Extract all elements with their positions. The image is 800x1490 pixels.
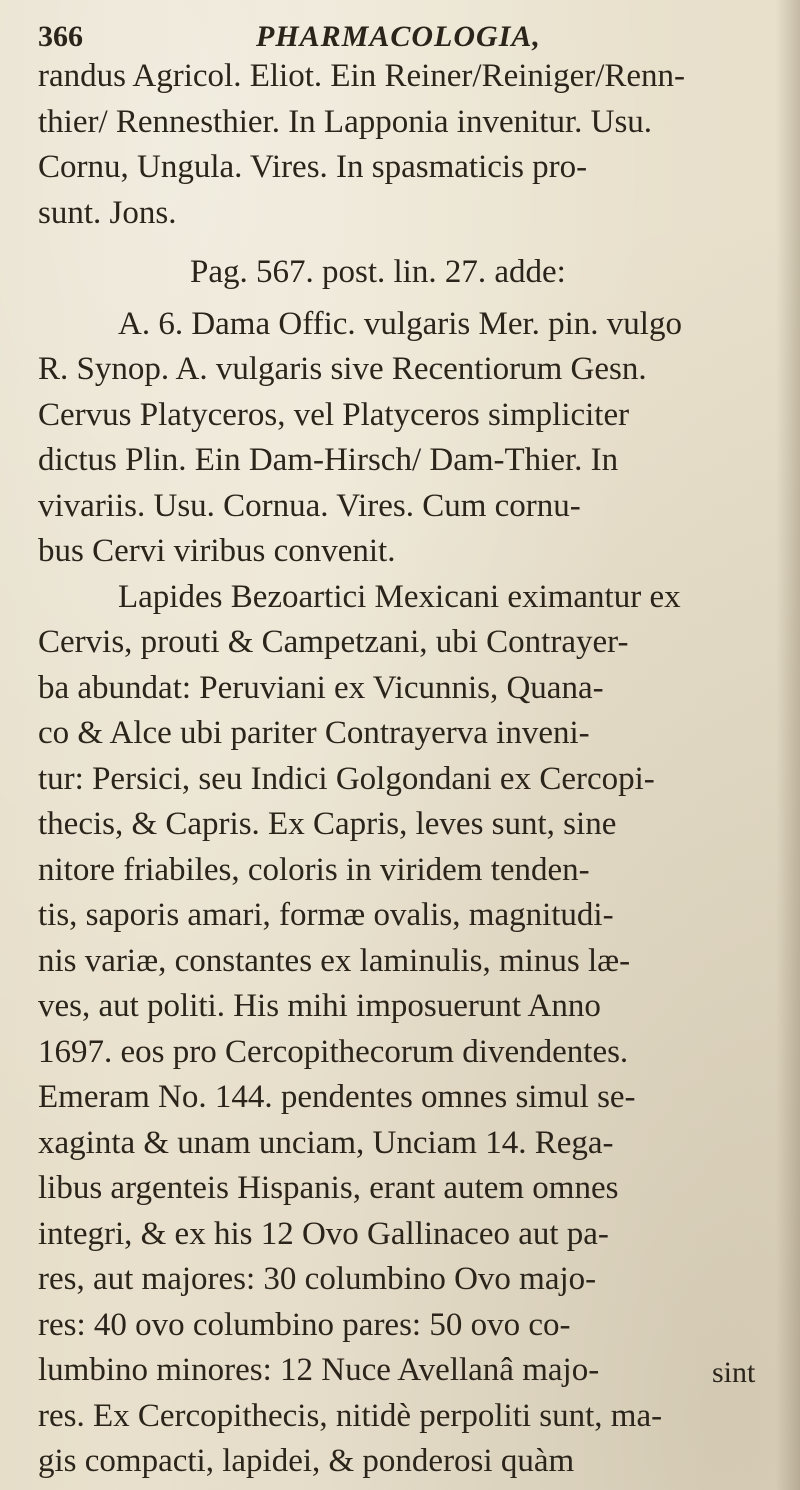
text-line: tis, saporis amari, formæ ovalis, magnitudi- xyxy=(38,897,614,933)
catchword: sint xyxy=(712,1356,756,1389)
page-number: 366 xyxy=(38,20,83,53)
text-line: Cornu, Ungula. Vires. In spasmaticis pro- xyxy=(38,149,588,185)
text-line: gis compacti, lapidei, & ponderosi quàm xyxy=(38,1443,575,1479)
text-line: 1697. eos pro Cercopithecorum divendentes. xyxy=(38,1033,629,1070)
addendum-note: Pag. 567. post. lin. 27. adde: xyxy=(190,254,566,290)
text-line: res: 40 ovo columbino pares: 50 ovo co- xyxy=(38,1306,571,1343)
text-line: nis variæ, constantes ex laminulis, minus læ- xyxy=(38,942,631,979)
text-line: co & Alce ubi pariter Contrayerva inveni- xyxy=(38,715,590,751)
text-line: dictus Plin. Ein Dam-Hirsch/ Dam-Thier. In xyxy=(38,442,619,478)
text-line: lumbino minores: 12 Nuce Avellanâ majo- xyxy=(38,1352,600,1388)
text-line: nitore friabiles, coloris in viridem tenden- xyxy=(38,851,590,888)
text-line: integri, & ex his 12 Ovo Gallinaceo aut pa- xyxy=(38,1215,609,1252)
text-line: sunt. Jons. xyxy=(38,194,177,231)
text-line: R. Synop. A. vulgaris sive Recentiorum Gesn. xyxy=(38,351,647,387)
text-line: libus argenteis Hispanis, erant autem omnes xyxy=(38,1170,619,1206)
text-line: ba abundat: Peruviani ex Vicunnis, Quana- xyxy=(38,669,604,706)
text-line: ves, aut politi. His mihi imposuerunt Anno xyxy=(38,988,601,1024)
text-line: bus Cervi viribus convenit. xyxy=(38,533,396,569)
text-line: thecis, & Capris. Ex Capris, leves sunt, sine xyxy=(38,806,617,842)
text-line: Lapides Bezoartici Mexicani eximantur ex xyxy=(118,578,681,615)
text-line: res. Ex Cercopithecis, nitidè perpoliti sunt, ma- xyxy=(38,1397,663,1434)
text-line: Emeram No. 144. pendentes omnes simul se- xyxy=(38,1079,636,1115)
text-line: thier/ Rennesthier. In Lapponia invenitur. Usu. xyxy=(38,103,653,140)
body-text xyxy=(38,54,778,1485)
text-line: xaginta & unam unciam, Unciam 14. Rega- xyxy=(38,1124,614,1161)
text-line: res, aut majores: 30 columbino Ovo majo- xyxy=(38,1261,597,1297)
text-line: vivariis. Usu. Cornua. Vires. Cum cornu- xyxy=(38,487,581,524)
text-line: randus Agricol. Eliot. Ein Reiner/Reiniger/Renn- xyxy=(38,58,686,94)
text-line: tur: Persici, seu Indici Golgondani ex Cercopi- xyxy=(38,760,655,797)
running-title: PHARMACOLOGIA, xyxy=(256,20,541,53)
text-line: Cervus Platyceros, vel Platyceros simpliciter xyxy=(38,396,630,433)
text-line: Cervis, prouti & Campetzani, ubi Contrayer- xyxy=(38,624,629,660)
text-line: A. 6. Dama Offic. vulgaris Mer. pin. vulgo xyxy=(118,305,682,342)
